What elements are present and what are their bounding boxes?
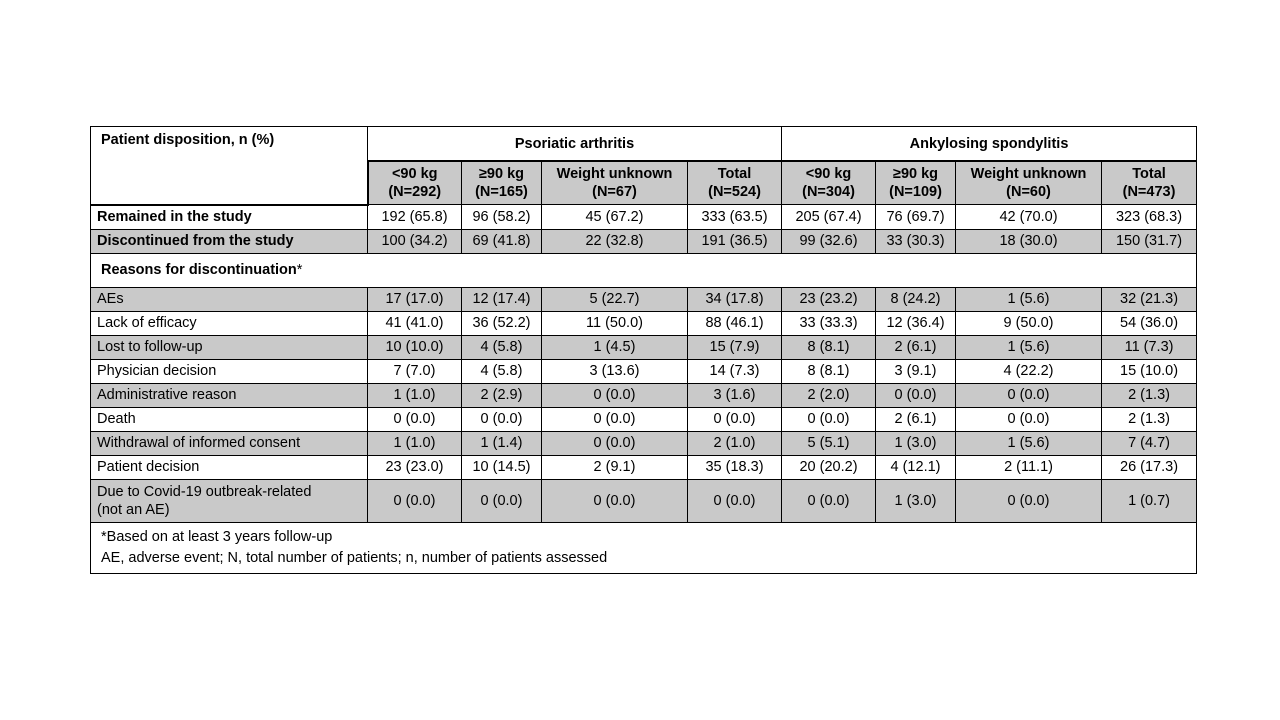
row-label: Discontinued from the study: [91, 229, 368, 253]
value-cell: 10 (10.0): [368, 335, 462, 359]
value-cell: 8 (8.1): [782, 359, 876, 383]
corner-header-spacer: [91, 161, 368, 205]
value-cell: 0 (0.0): [782, 407, 876, 431]
reasons-heading-row: [91, 253, 1197, 287]
group-header-psoriatic-arthritis: Psoriatic arthritis: [368, 127, 782, 162]
summary-rows: [91, 205, 1197, 254]
table-subheader-row: [91, 161, 1197, 205]
value-cell: 15 (7.9): [688, 335, 782, 359]
row-label: Remained in the study: [91, 205, 368, 230]
value-cell: 0 (0.0): [462, 479, 542, 522]
value-cell: 3 (13.6): [542, 359, 688, 383]
value-cell: 33 (33.3): [782, 311, 876, 335]
value-cell: 2 (1.3): [1102, 383, 1197, 407]
table-row: [91, 479, 1197, 522]
row-label: Patient decision: [91, 455, 368, 479]
value-cell: 12 (36.4): [876, 311, 956, 335]
value-cell: 323 (68.3): [1102, 205, 1197, 230]
value-cell: 0 (0.0): [542, 383, 688, 407]
value-cell: 69 (41.8): [462, 229, 542, 253]
value-cell: 96 (58.2): [462, 205, 542, 230]
corner-header: Patient disposition, n (%): [91, 127, 368, 162]
value-cell: 1 (1.0): [368, 383, 462, 407]
value-cell: 0 (0.0): [368, 479, 462, 522]
table-row: [91, 229, 1197, 253]
row-label: Withdrawal of informed consent: [91, 431, 368, 455]
patient-disposition-table: [90, 126, 1197, 574]
value-cell: 36 (52.2): [462, 311, 542, 335]
value-cell: 205 (67.4): [782, 205, 876, 230]
table-row: [91, 407, 1197, 431]
value-cell: 0 (0.0): [542, 479, 688, 522]
footnote-abbreviations: AE, adverse event; N, total number of patients; n, number of patients assessed: [101, 549, 608, 566]
subheader-cell: Total (N=524): [688, 161, 782, 205]
row-label: Death: [91, 407, 368, 431]
footnote-based-on: *Based on at least 3 years follow-up: [101, 528, 333, 545]
value-cell: 0 (0.0): [462, 407, 542, 431]
value-cell: 3 (9.1): [876, 359, 956, 383]
row-label: Lost to follow-up: [91, 335, 368, 359]
value-cell: 0 (0.0): [368, 407, 462, 431]
value-cell: 2 (2.9): [462, 383, 542, 407]
row-label: Administrative reason: [91, 383, 368, 407]
value-cell: 20 (20.2): [782, 455, 876, 479]
value-cell: 0 (0.0): [688, 407, 782, 431]
row-label: AEs: [91, 287, 368, 311]
value-cell: 26 (17.3): [1102, 455, 1197, 479]
subheader-cell: <90 kg (N=292): [368, 161, 462, 205]
value-cell: 2 (9.1): [542, 455, 688, 479]
value-cell: 4 (5.8): [462, 359, 542, 383]
value-cell: 88 (46.1): [688, 311, 782, 335]
value-cell: 1 (5.6): [956, 287, 1102, 311]
value-cell: 7 (7.0): [368, 359, 462, 383]
value-cell: 9 (50.0): [956, 311, 1102, 335]
value-cell: 3 (1.6): [688, 383, 782, 407]
value-cell: 0 (0.0): [542, 431, 688, 455]
value-cell: 76 (69.7): [876, 205, 956, 230]
footnote-row: [91, 522, 1197, 573]
row-label: Lack of efficacy: [91, 311, 368, 335]
row-label: Due to Covid-19 outbreak-related (not an AE): [91, 479, 368, 522]
subheader-cell: Weight unknown (N=67): [542, 161, 688, 205]
value-cell: 1 (5.6): [956, 335, 1102, 359]
value-cell: 23 (23.0): [368, 455, 462, 479]
value-cell: 2 (2.0): [782, 383, 876, 407]
value-cell: 192 (65.8): [368, 205, 462, 230]
value-cell: 4 (22.2): [956, 359, 1102, 383]
table-row: [91, 359, 1197, 383]
table-row: [91, 311, 1197, 335]
table-group-header-row: [91, 127, 1197, 162]
value-cell: 1 (3.0): [876, 431, 956, 455]
value-cell: 23 (23.2): [782, 287, 876, 311]
value-cell: 2 (1.3): [1102, 407, 1197, 431]
reason-rows: [91, 287, 1197, 522]
table-row: [91, 455, 1197, 479]
value-cell: 2 (11.1): [956, 455, 1102, 479]
value-cell: 22 (32.8): [542, 229, 688, 253]
value-cell: 42 (70.0): [956, 205, 1102, 230]
value-cell: 0 (0.0): [956, 407, 1102, 431]
value-cell: 191 (36.5): [688, 229, 782, 253]
value-cell: 2 (6.1): [876, 407, 956, 431]
value-cell: 15 (10.0): [1102, 359, 1197, 383]
value-cell: 35 (18.3): [688, 455, 782, 479]
value-cell: 5 (5.1): [782, 431, 876, 455]
value-cell: 7 (4.7): [1102, 431, 1197, 455]
value-cell: 0 (0.0): [956, 383, 1102, 407]
table-row: [91, 335, 1197, 359]
value-cell: 2 (6.1): [876, 335, 956, 359]
subheader-cell: ≥90 kg (N=109): [876, 161, 956, 205]
value-cell: 34 (17.8): [688, 287, 782, 311]
table-row: [91, 205, 1197, 230]
value-cell: 150 (31.7): [1102, 229, 1197, 253]
subheader-cell: Total (N=473): [1102, 161, 1197, 205]
value-cell: 11 (7.3): [1102, 335, 1197, 359]
value-cell: 1 (1.4): [462, 431, 542, 455]
value-cell: 1 (5.6): [956, 431, 1102, 455]
subheader-cell: Weight unknown (N=60): [956, 161, 1102, 205]
value-cell: 1 (1.0): [368, 431, 462, 455]
value-cell: 0 (0.0): [956, 479, 1102, 522]
value-cell: 99 (32.6): [782, 229, 876, 253]
value-cell: 45 (67.2): [542, 205, 688, 230]
value-cell: 0 (0.0): [782, 479, 876, 522]
table-row: [91, 431, 1197, 455]
value-cell: 100 (34.2): [368, 229, 462, 253]
value-cell: 5 (22.7): [542, 287, 688, 311]
value-cell: 1 (4.5): [542, 335, 688, 359]
value-cell: 0 (0.0): [688, 479, 782, 522]
subheader-cell: <90 kg (N=304): [782, 161, 876, 205]
value-cell: 32 (21.3): [1102, 287, 1197, 311]
row-label: Physician decision: [91, 359, 368, 383]
value-cell: 2 (1.0): [688, 431, 782, 455]
value-cell: 8 (8.1): [782, 335, 876, 359]
value-cell: 4 (12.1): [876, 455, 956, 479]
value-cell: 14 (7.3): [688, 359, 782, 383]
group-header-ankylosing-spondylitis: Ankylosing spondylitis: [782, 127, 1197, 162]
reasons-heading: Reasons for discontinuation*: [91, 253, 1197, 287]
subheader-cell: ≥90 kg (N=165): [462, 161, 542, 205]
value-cell: 1 (0.7): [1102, 479, 1197, 522]
value-cell: 1 (3.0): [876, 479, 956, 522]
value-cell: 0 (0.0): [542, 407, 688, 431]
value-cell: 333 (63.5): [688, 205, 782, 230]
value-cell: 12 (17.4): [462, 287, 542, 311]
value-cell: 17 (17.0): [368, 287, 462, 311]
value-cell: 8 (24.2): [876, 287, 956, 311]
value-cell: 10 (14.5): [462, 455, 542, 479]
value-cell: 0 (0.0): [876, 383, 956, 407]
table-row: [91, 287, 1197, 311]
value-cell: 41 (41.0): [368, 311, 462, 335]
value-cell: 11 (50.0): [542, 311, 688, 335]
table-row: [91, 383, 1197, 407]
footnotes: [91, 522, 1197, 573]
value-cell: 18 (30.0): [956, 229, 1102, 253]
value-cell: 4 (5.8): [462, 335, 542, 359]
value-cell: 54 (36.0): [1102, 311, 1197, 335]
value-cell: 33 (30.3): [876, 229, 956, 253]
